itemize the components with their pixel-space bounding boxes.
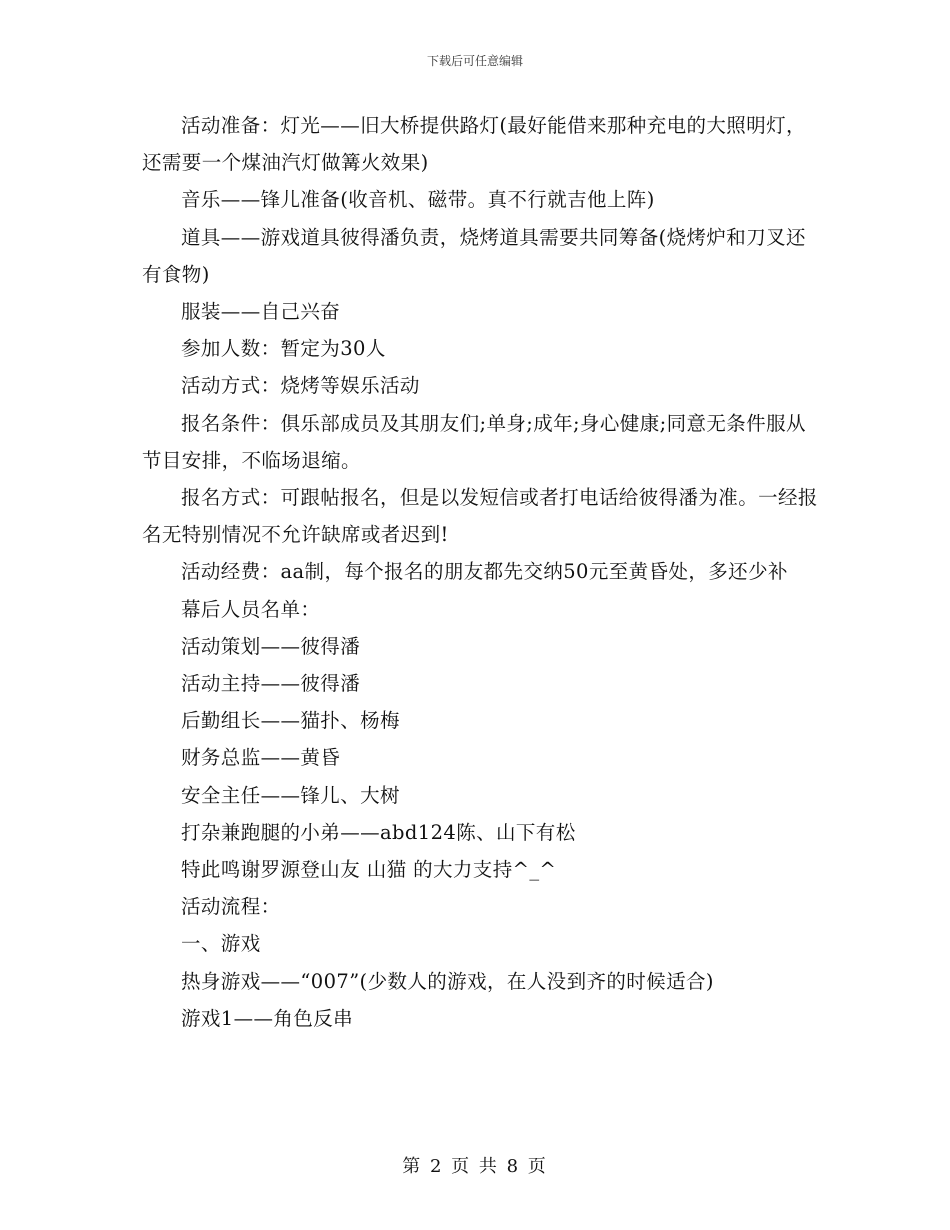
page-header: 下载后可任意编辑	[426, 54, 523, 68]
paragraph-staff-logistics: 后勤组长——猫扑、杨梅	[181, 709, 400, 733]
paragraph-thanks: 特此鸣谢罗源登山友 山猫 的大力支持^_^	[181, 858, 557, 882]
paragraph-staff-heading: 幕后人员名单：	[181, 597, 321, 621]
paragraph-preparation-lighting: 活动准备：灯光——旧大桥提供路灯(最好能借来那种充电的大照明灯，还需要一个煤油汽灯做篝火效果)	[142, 114, 806, 175]
page-footer: 第 2 页 共 8 页	[402, 1156, 548, 1177]
paragraph-props: 道具——游戏道具彼得潘负责，烧烤道具需要共同筹备(烧烤炉和刀叉还有食物)	[142, 225, 806, 286]
paragraph-games-heading: 一、游戏	[181, 932, 261, 956]
paragraph-costume: 服装——自己兴奋	[181, 300, 341, 324]
paragraph-participants: 参加人数：暂定为30人	[181, 337, 386, 361]
paragraph-signup-method: 报名方式：可跟帖报名，但是以发短信或者打电话给彼得潘为准。一经报名无特别情况不允许缺席或者迟到!	[142, 486, 818, 547]
paragraph-staff-planner: 活动策划——彼得潘	[181, 634, 361, 658]
paragraph-activity-type: 活动方式：烧烤等娱乐活动	[181, 374, 420, 398]
paragraph-staff-safety: 安全主任——锋儿、大树	[181, 783, 400, 807]
paragraph-staff-finance: 财务总监——黄昏	[181, 746, 341, 770]
paragraph-fees: 活动经费：aa制，每个报名的朋友都先交纳50元至黄昏处，多还少补	[181, 560, 788, 584]
paragraph-warmup-game: 热身游戏——“007”(少数人的游戏，在人没到齐的时候适合)	[181, 969, 714, 993]
paragraph-staff-helpers: 打杂兼跑腿的小弟——abd124陈、山下有松	[181, 820, 576, 844]
document-body	[142, 107, 822, 1037]
paragraph-music: 音乐——锋儿准备(收音机、磁带。真不行就吉他上阵)	[181, 188, 655, 212]
paragraph-game-1: 游戏1——角色反串	[181, 1006, 354, 1030]
paragraph-process-heading: 活动流程：	[181, 895, 281, 919]
paragraph-requirements: 报名条件：俱乐部成员及其朋友们;单身;成年;身心健康;同意无条件服从节目安排，不临场退缩。	[142, 411, 806, 472]
paragraph-staff-host: 活动主持——彼得潘	[181, 672, 361, 696]
